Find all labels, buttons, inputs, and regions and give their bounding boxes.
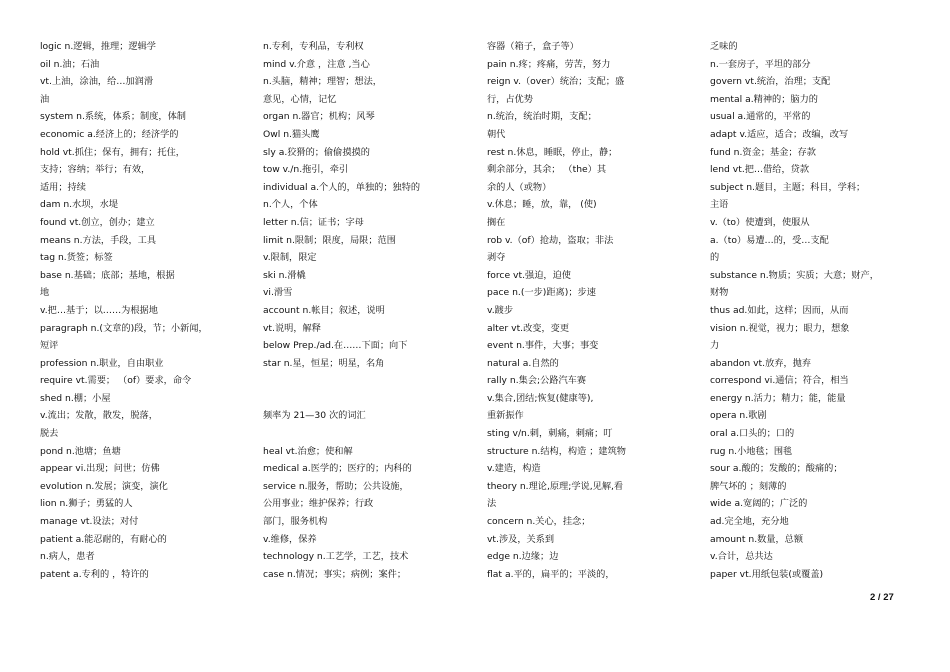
vocab-line: 地	[40, 287, 50, 299]
vocab-line: govern vt.统治，治理；支配	[710, 76, 831, 88]
vocab-line: n.专利，专利品，专利权	[263, 41, 364, 52]
vocab-line: medical a.医学的；医疗的；内科的	[263, 463, 412, 475]
vocab-line: subject n.题目，主题；科目，学科；	[710, 181, 866, 193]
vocab-line: theory n.理论,原理;学说,见解,看	[487, 480, 624, 492]
vocab-line: 支持；容纳；举行；有效，	[40, 164, 151, 176]
vocab-line: paragraph n.(文章的)段，节；小新闻，	[40, 322, 208, 334]
vocab-line: 公用事业；维护保养；行政	[263, 498, 374, 510]
vocab-line: sting v/n.刺，刺痛，刺痛；叮	[487, 428, 613, 440]
vocab-line: amount n.数量，总额	[710, 533, 804, 545]
vocab-line: sly a.狡猾的；偷偷摸摸的	[263, 146, 370, 158]
vocab-line: account n.帐目；叙述，说明	[263, 304, 385, 316]
vocab-line: limit n.限制；限度，局限；范围	[263, 234, 396, 246]
vocab-line: rug n.小地毯；围毯	[710, 445, 793, 457]
vocab-line: tow v./n.拖引，牵引	[263, 164, 349, 176]
vocab-line: v.建造，构造	[487, 463, 541, 475]
vocab-line: require vt.需要； （of）要求，命令	[40, 375, 192, 387]
vocab-line: flat a.平的，扁平的；平淡的，	[487, 568, 615, 580]
vocab-line: v.把…基于；以……为根据地	[40, 304, 158, 316]
column-1	[40, 38, 240, 583]
vocab-line: 短评	[40, 340, 59, 352]
vocab-line: economic a.经济上的；经济学的	[40, 128, 179, 140]
vocab-line: correspond vi.通信；符合，相当	[710, 375, 849, 387]
vocab-line: star n.星，恒星；明星，名角	[263, 357, 385, 369]
vocab-line: energy n.活力；精力；能，能量	[710, 392, 846, 404]
vocab-line: usual a.通常的，平常的	[710, 111, 811, 123]
vocab-line: mind v.介意 ，注意 ,当心	[263, 58, 370, 70]
vocab-line: v.休息；睡，放，靠， (使)	[487, 199, 597, 211]
vocab-line: alter vt.改变，变更	[487, 322, 570, 334]
column-4	[710, 38, 915, 583]
vocab-line	[263, 372, 468, 390]
vocab-line: lend vt.把…借给，贷款	[710, 164, 810, 176]
vocab-line: natural a.自然的	[487, 357, 559, 369]
vocab-line: 容器（箱子，盒子等）	[487, 41, 579, 52]
vocab-line: 搁在	[487, 216, 506, 228]
vocab-line: shed n.棚；小屋	[40, 392, 111, 404]
vocab-line: technology n.工艺学，工艺，技术	[263, 551, 409, 563]
column-2	[263, 38, 468, 583]
vocab-line: patient a.能忍耐的，有耐心的	[40, 533, 167, 545]
vocab-line: v.维修，保养	[263, 533, 317, 545]
vocab-line: a.（to）易遭…的，受…支配	[710, 234, 829, 246]
vocab-line: wide a.宽阔的；广泛的	[710, 498, 808, 510]
vocab-line: n.个人，个体	[263, 199, 318, 211]
vocab-line: 余的人（或物）	[487, 181, 552, 193]
vocab-line: system n.系统，体系；制度，体制	[40, 111, 186, 123]
vocab-line: rally n.集会;公路汽车赛	[487, 375, 587, 387]
vocab-line: profession n.职业，自由职业	[40, 357, 164, 369]
vocab-line: n.一套房子，平坦的部分	[710, 58, 811, 70]
vocab-line: 剥夺	[487, 252, 506, 264]
vocab-line: event n.事件，大事；事变	[487, 340, 599, 352]
vocab-line: 频率为 21—30 次的词汇	[263, 410, 366, 422]
vocab-line: logic n.逻辑，推理；逻辑学	[40, 41, 156, 52]
vocab-line: Owl n.猫头鹰	[263, 128, 320, 140]
vocab-line: individual a.个人的，单独的；独特的	[263, 181, 421, 193]
vocab-line: v.合计，总共达	[710, 551, 773, 563]
vocab-line: vi.滑雪	[263, 287, 293, 299]
vocab-line	[263, 425, 468, 443]
vocab-line: n.病人，患者	[40, 551, 95, 563]
vocab-line: case n.情况；事实；病例；案件；	[263, 568, 407, 580]
vocab-line: vt.上油，涂油，给…加润滑	[40, 76, 154, 88]
vocab-line: vision n.视觉，视力；眼力，想象	[710, 322, 850, 334]
vocab-line: fund n.资金；基金；存款	[710, 146, 816, 158]
vocab-line: mental a.精神的；脑力的	[710, 93, 818, 105]
vocab-line: appear vi.出现；问世；仿佛	[40, 463, 160, 475]
vocab-line: rob v.（of）抢劫，盗取；非法	[487, 234, 614, 246]
vocab-line: found vt.创立，创办；建立	[40, 216, 155, 228]
vocab-line: 油	[40, 93, 50, 105]
vocab-line: 脱去	[40, 428, 59, 440]
vocab-line: dam n.水坝，水堤	[40, 199, 119, 211]
vocab-line: 的	[710, 252, 720, 264]
vocab-line: organ n.器官；机构；风琴	[263, 111, 375, 123]
vocab-line: pond n.池塘；鱼塘	[40, 445, 121, 457]
vocab-line: oil n.油；石油	[40, 58, 100, 70]
vocab-line: v.（to）使遭到，使服从	[710, 216, 810, 228]
vocab-line: lion n.狮子；勇猛的人	[40, 498, 133, 510]
vocab-line: heal vt.治愈；使和解	[263, 445, 353, 457]
vocab-line: pace n.(一步)距离)；步速	[487, 287, 596, 299]
vocab-line: 脾气坏的 ；刻薄的	[710, 480, 787, 492]
vocab-line: v.集合,团结;恢复(健康等),	[487, 392, 594, 404]
vocab-line: edge n.边缘；边	[487, 551, 559, 563]
vocab-line: 剩余部分，其余； （the）其	[487, 164, 607, 176]
vocab-line: rest n.休息，睡眠，停止，静；	[487, 146, 618, 158]
vocab-line: 重新振作	[487, 410, 524, 422]
vocab-line: ski n.滑橇	[263, 269, 306, 281]
vocab-line	[263, 390, 468, 408]
vocab-line: concern n.关心，挂念；	[487, 516, 591, 528]
vocab-line: vt.说明，解释	[263, 322, 321, 334]
vocab-line: tag n.货签；标签	[40, 252, 113, 264]
vocab-line: 适用；持续	[40, 181, 86, 193]
vocab-line: v.限制，限定	[263, 252, 317, 264]
vocab-line: v.流出；发散，散发，脱落，	[40, 410, 158, 422]
vocab-line: letter n.信；证书；字母	[263, 216, 364, 228]
vocab-line: sour a.酸的；发酸的；酸痛的；	[710, 463, 843, 475]
vocab-line: means n.方法，手段，工具	[40, 234, 157, 246]
vocab-line: n.统治，统治时期，支配；	[487, 111, 597, 123]
vocab-line: patent a.专利的 ，特许的	[40, 568, 149, 580]
vocab-line: ad.完全地，充分地	[710, 516, 789, 528]
vocab-line: oral a.口头的；口的	[710, 428, 795, 440]
vocab-line: adapt v.适应，适合；改编，改写	[710, 128, 849, 140]
vocab-line: 乏味的	[710, 41, 738, 52]
vocab-line: thus ad.如此，这样；因而，从而	[710, 304, 849, 316]
vocab-line: reign v.（over）统治；支配；盛	[487, 76, 625, 88]
vocab-line: manage vt.设法；对付	[40, 516, 139, 528]
vocab-line: 主语	[710, 199, 729, 211]
vocab-line: 法	[487, 498, 497, 510]
vocab-line: opera n.歌剧	[710, 410, 767, 422]
vocab-line: paper vt.用纸包装(或覆盖)	[710, 568, 824, 580]
vocab-line: evolution n.发展；演变，演化	[40, 480, 168, 492]
vocab-line: pain n.疼；疼痛，劳苦，努力	[487, 58, 611, 70]
vocab-line: 行，占优势	[487, 93, 533, 105]
vocab-line: 财物	[710, 287, 729, 299]
vocab-line: vt.涉及，关系到	[487, 533, 555, 545]
vocab-line: structure n.结构，构造 ；建筑物	[487, 445, 626, 457]
vocab-line: substance n.物质；实质；大意；财产，	[710, 269, 879, 281]
vocab-line: 部门，服务机构	[263, 516, 328, 528]
vocab-line: base n.基础；底部；基地，根据	[40, 269, 175, 281]
vocab-line: n.头脑，精神；理智；想法，	[263, 76, 382, 88]
vocab-line: hold vt.抓住；保有，拥有；托住，	[40, 146, 185, 158]
vocab-line: below Prep./ad.在……下面；向下	[263, 340, 408, 352]
vocab-line: abandon vt.放弃，抛弃	[710, 357, 812, 369]
vocab-line: v.踱步	[487, 304, 514, 316]
vocab-line: 意见，心情，记忆	[263, 93, 337, 105]
vocab-line: force vt.强迫，迫使	[487, 269, 571, 281]
vocab-line: service n.服务，帮助；公共设施，	[263, 480, 409, 492]
page-indicator: 2 / 27	[870, 592, 894, 603]
vocab-line: 力	[710, 340, 720, 352]
column-3	[487, 38, 692, 583]
vocab-line: 朝代	[487, 128, 506, 140]
